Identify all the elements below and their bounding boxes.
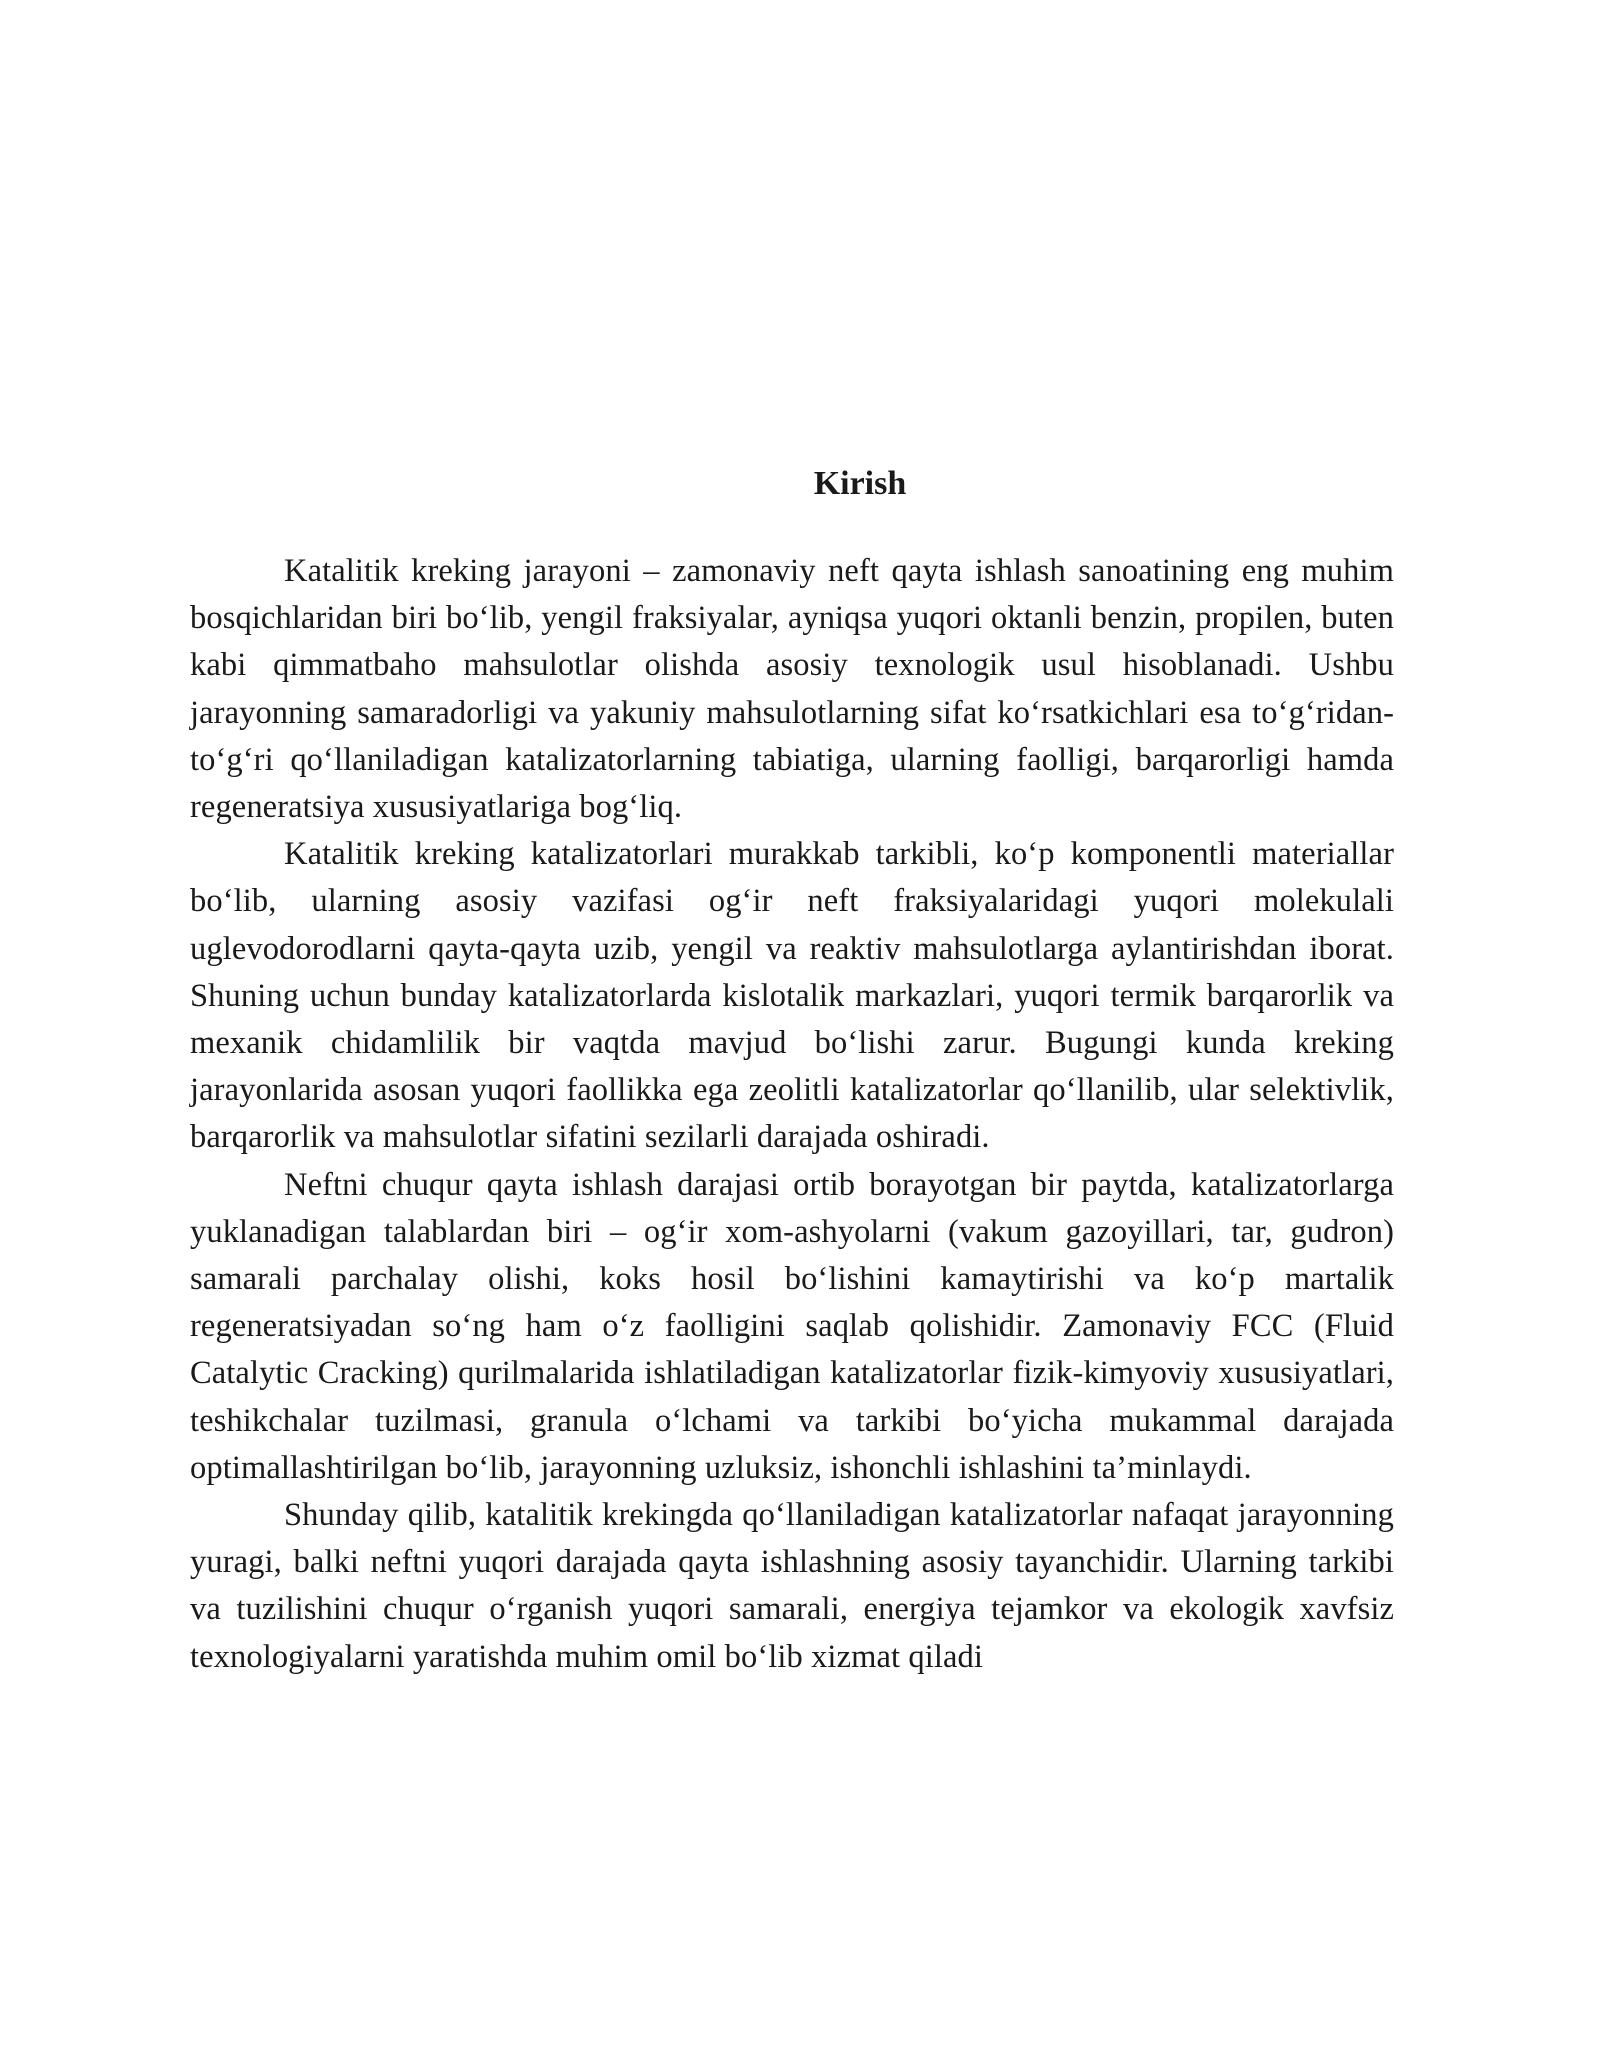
paragraph-1: Katalitik kreking jarayoni – zamonaviy neft qayta ishlash sanoatining eng muhim bosqichlaridan biri bo‘lib, yengil fraksiyalar, ayniqsa yuqori oktanli benzin, propilen, buten kabi qimmatbaho mahsulotlar olishda asosiy texnologik usul hisoblanadi. Ushbu jarayonning samaradorligi va yakuniy mahsulotlarning sifat ko‘rsatkichlari esa to‘g‘ridan-to‘g‘ri qo‘llaniladigan katalizatorlarning tabiatiga, ularning faolligi, barqarorligi hamda regeneratsiya xususiyatlariga bog‘liq. [190, 553, 1394, 826]
paragraph-4: Shunday qilib, katalitik krekingda qo‘llaniladigan katalizatorlar nafaqat jarayonning yuragi, balki neftni yuqori darajada qayta ishlashning asosiy tayanchidir. Ularning tarkibi va tuzilishini chuqur o‘rganish yuqori samarali, energiya tejamkor va ekologik xavfsiz texnologiyalarni yaratishda muhim omil bo‘lib xizmat qiladi [190, 1497, 1394, 1675]
page-title: Kirish [813, 465, 907, 502]
paragraph-3: Neftni chuqur qayta ishlash darajasi ortib borayotgan bir paytda, katalizatorlarga yuklanadigan talablardan biri – og‘ir xom-ashyolarni (vakum gazoyillari, tar, gudron) samarali parchalay olishi, koks hosil bo‘lishini kamaytirishi va ko‘p martalik regeneratsiyadan so‘ng ham o‘z faolligini saqlab qolishidir. Zamonaviy FCC (Fluid Catalytic Cracking) qurilmalarida ishlatiladigan katalizatorlar fizik-kimyoviy xususiyatlari, teshikchalar tuzilmasi, granula o‘lchami va tarkibi bo‘yicha mukammal darajada optimallashtirilgan bo‘lib, jarayonning uzluksiz, ishonchli ishlashini ta’minlaydi. [190, 1166, 1394, 1486]
document-body [190, 548, 1394, 1681]
paragraph-2: Katalitik kreking katalizatorlari murakkab tarkibli, ko‘p komponentli materiallar bo‘lib, ularning asosiy vazifasi og‘ir neft fraksiyalaridagi yuqori molekulali uglevodorodlarni qayta-qayta uzib, yengil va reaktiv mahsulotlarga aylantirishdan iborat. Shuning uchun bunday katalizatorlarda kislotalik markazlari, yuqori termik barqarorlik va mexanik chidamlilik bir vaqtda mavjud bo‘lishi zarur. Bugungi kunda kreking jarayonlarida asosan yuqori faollikka ega zeolitli katalizatorlar qo‘llanilib, ular selektivlik, barqarorlik va mahsulotlar sifatini sezilarli darajada oshiradi. [190, 836, 1394, 1156]
